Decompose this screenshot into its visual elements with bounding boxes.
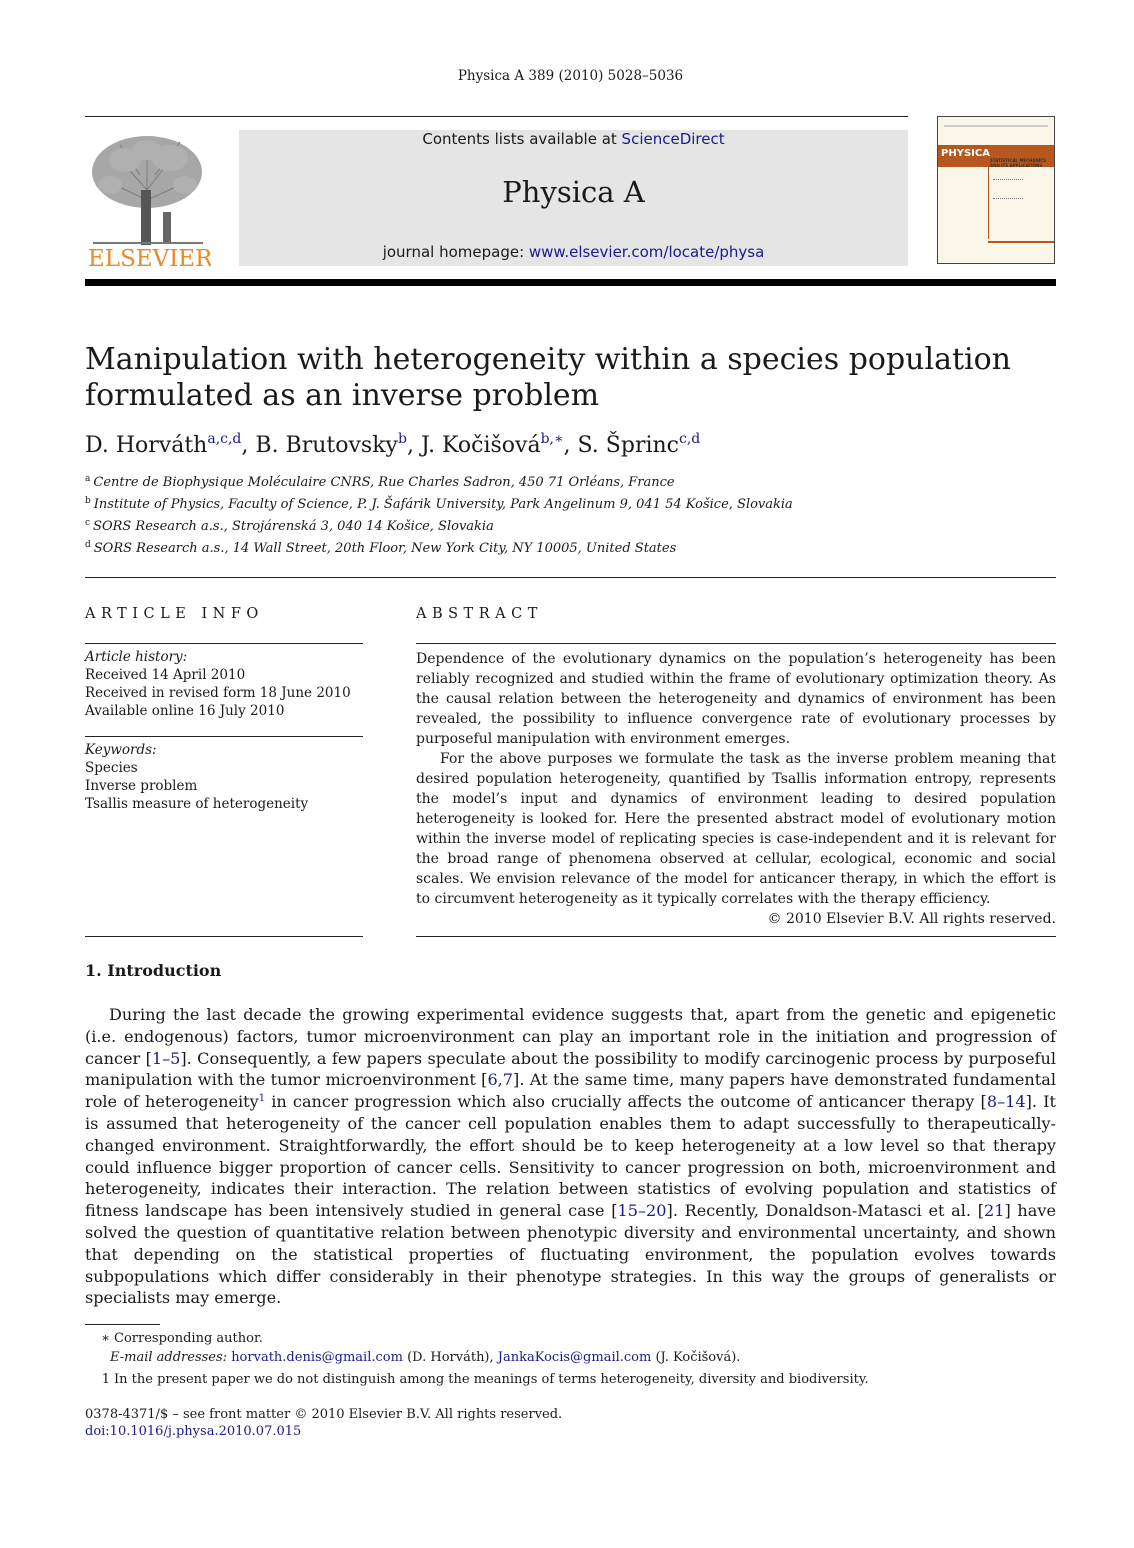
footnote-text: Corresponding author. (114, 1331, 263, 1346)
keyword: Species (85, 760, 138, 776)
info-rule-bottom (85, 936, 363, 937)
affiliation-mark: d (85, 540, 91, 550)
author-affiliation-marks[interactable]: a,c,d (207, 431, 242, 447)
keyword: Tsallis measure of heterogeneity (85, 796, 309, 812)
history-item: Received 14 April 2010 (85, 667, 246, 683)
citation-link[interactable]: 8–14 (986, 1092, 1026, 1112)
elsevier-logo (85, 130, 211, 268)
elsevier-tree-icon (85, 130, 211, 268)
keyword: Inverse problem (85, 778, 198, 794)
cover-title: PHYSICA (941, 148, 990, 159)
keywords-label: Keywords: (85, 742, 157, 758)
footnote-link[interactable]: 1 (258, 1093, 266, 1105)
footnote-mark: 1 (101, 1372, 110, 1387)
footnote-rule (85, 1324, 160, 1325)
keywords (85, 741, 363, 813)
author (421, 433, 578, 458)
homepage-link[interactable]: www.elsevier.com/locate/physa (528, 243, 765, 261)
footnote-mark: ∗ (101, 1331, 110, 1346)
footnote-1 (85, 1372, 1056, 1387)
email-link[interactable]: horvath.denis@gmail.com (231, 1350, 403, 1365)
info-rule-top (85, 643, 363, 644)
citation-link[interactable]: 15–20 (617, 1201, 667, 1221)
affiliation-rule (85, 577, 1056, 578)
affiliation (85, 518, 494, 534)
intro-text: ] have solved the question of quantitative relation between phenotypic diversity and environmental uncertainty, and shown that depending on the statistical properties of fluctuating environment, the population evolves towards subpopulations which differ considerably in their phenotype strategies. In this way the groups of generalists or specialists may emerge. (85, 1201, 1056, 1308)
abstract-body (416, 649, 1056, 929)
citation-link[interactable]: 21 (983, 1201, 1005, 1221)
author (255, 433, 421, 458)
info-rule-middle (85, 736, 363, 737)
citation-link[interactable]: 6,7 (487, 1070, 514, 1090)
author-name: D. Horváth (85, 433, 208, 458)
footnote-corresponding (85, 1331, 1056, 1346)
affiliation-text: SORS Research a.s., Strojárenská 3, 040 14 Košice, Slovakia (93, 519, 494, 534)
intro-text: ]. At the same time, many papers have demonstrated fundamental role of heterogeneity (85, 1070, 1056, 1112)
abstract-heading: ABSTRACT (416, 606, 543, 622)
journal-name: Physica A (502, 175, 645, 209)
intro-text: During the last decade the growing experimental evidence suggests that, apart from the genetic and epigenetic (i.e. endogenous) factors, tumor microenvironment can play an important role in the initiation and progression of cancer [ (85, 1005, 1056, 1068)
author (578, 433, 701, 458)
abstract-rule-top (416, 643, 1056, 644)
author-name: B. Brutovsky (255, 433, 398, 458)
author-separator: , (241, 433, 256, 458)
author-affiliation-marks[interactable]: c,d (679, 431, 701, 447)
author-affiliation-marks[interactable]: b (397, 431, 407, 447)
article-title (85, 342, 1045, 414)
email-owner: (D. Horváth), (402, 1350, 498, 1365)
intro-text: ]. Consequently, a few papers speculate about the possibility to modify carcinogenic process by purposeful manipulation with the tumor microenvironment [ (85, 1048, 1056, 1090)
title-line-2: formulated as an inverse problem (85, 378, 600, 413)
affiliation-text: Institute of Physics, Faculty of Science, P. J. Šafárik University, Park Angelinum 9, 041 54 Košice, Slovakia (93, 497, 793, 512)
homepage-line (239, 243, 908, 261)
history-item: Available online 16 July 2010 (85, 703, 285, 719)
homepage-label: journal homepage: (382, 243, 529, 261)
header-rule (85, 116, 908, 117)
email-label: E-mail addresses: (110, 1350, 228, 1365)
abstract-copyright: © 2010 Elsevier B.V. All rights reserved. (767, 911, 1056, 927)
introduction-paragraph (85, 1004, 1056, 1309)
footnote-emails (110, 1350, 1081, 1365)
citation-link[interactable]: 1–5 (151, 1048, 181, 1068)
doi-link[interactable]: doi:10.1016/j.physa.2010.07.015 (85, 1424, 302, 1439)
journal-citation: Physica A 389 (2010) 5028–5036 (457, 68, 684, 84)
intro-text: in cancer progression which also crucially affects the outcome of anticancer therapy [ (265, 1092, 987, 1112)
author-separator: , (563, 433, 578, 458)
affiliation (85, 474, 675, 490)
sciencedirect-link[interactable]: ScienceDirect (621, 130, 725, 148)
affiliation-mark: c (85, 518, 91, 528)
article-info-heading: ARTICLE INFO (85, 606, 264, 622)
title-line-1: Manipulation with heterogeneity within a species population (85, 342, 1012, 377)
abstract-rule-bottom (416, 936, 1056, 937)
author-name: J. Kočišová (420, 433, 541, 458)
affiliation-text: SORS Research a.s., 14 Wall Street, 20th Floor, New York City, NY 10005, United States (93, 541, 677, 556)
intro-text: ]. It is assumed that heterogeneity of the cancer cell population enables them to adapt successfully to therapeutically-changed environment. Straightforwardly, the effort should be to keep heterogeneity at a low level so that therapy could influence bigger proportion of cancer cells. Sensitivity to cancer progression on both, microenvironment and heterogeneity, indicates their interaction. The relation between statistics of evolving population and statistics of fitness landscape has been intensively studied in general case [ (85, 1092, 1056, 1221)
author-affiliation-marks[interactable]: b,∗ (540, 431, 564, 447)
email-link[interactable]: JankaKocis@gmail.com (497, 1350, 652, 1365)
affiliation-text: Centre de Biophysique Moléculaire CNRS, Rue Charles Sadron, 450 71 Orléans, France (93, 475, 675, 490)
history-label: Article history: (85, 649, 188, 665)
footnote-text: In the present paper we do not distinguish among the meanings of terms heterogeneity, diversity and biodiversity. (114, 1372, 869, 1387)
affiliation-mark: a (85, 474, 91, 484)
cover-subtitle: STATISTICAL MECHANICS AND ITS APPLICATIONS (990, 158, 1047, 168)
affiliation-mark: b (85, 496, 91, 506)
author (85, 433, 255, 458)
intro-text: ]. Recently, Donaldson-Matasci et al. [ (666, 1201, 984, 1221)
author-list (85, 431, 700, 458)
svg-text:ELSEVIER: ELSEVIER (88, 246, 211, 268)
author-separator: , (406, 433, 421, 458)
article-history (85, 648, 363, 720)
affiliation (85, 496, 793, 512)
affiliation (85, 540, 676, 556)
email-owner: (J. Kočišová). (651, 1350, 741, 1365)
section-heading-introduction: 1. Introduction (85, 961, 222, 980)
abstract-paragraph: For the above purposes we formulate the task as the inverse problem meaning that desired population heterogeneity, quantified by Tsallis information entropy, represents the model’s input and dynamics of environment leading to desired population heterogeneity is looked for. Here the presented abstract model of evolutionary motion within the inverse model of replicating species is case-independent and it is relevant for the broad range of phenomena observed at cellular, ecological, economic and social scales. We envision relevance of the model for anticancer therapy, in which the effort is to circumvent heterogeneity as it typically correlates with the therapy efficiency. (416, 751, 1056, 907)
history-item: Received in revised form 18 June 2010 (85, 685, 351, 701)
contents-label: Contents lists available at (422, 130, 622, 148)
abstract-paragraph: Dependence of the evolutionary dynamics on the population’s heterogeneity has been reliably recognized and studied within the frame of evolutionary optimization theory. As the causal relation between the heterogeneity and dynamics of environment has been revealed, the possibility to influence convergence rate of evolutionary processes by purposeful manipulation with environment emerges. (416, 651, 1056, 747)
contents-line (239, 130, 908, 148)
issn-line: 0378-4371/$ – see front matter © 2010 Elsevier B.V. All rights reserved. (85, 1407, 563, 1422)
author-name: S. Šprinc (577, 433, 679, 458)
doi-line (85, 1424, 1056, 1439)
journal-cover-thumbnail (937, 116, 1055, 264)
header-thick-rule (85, 279, 1056, 286)
